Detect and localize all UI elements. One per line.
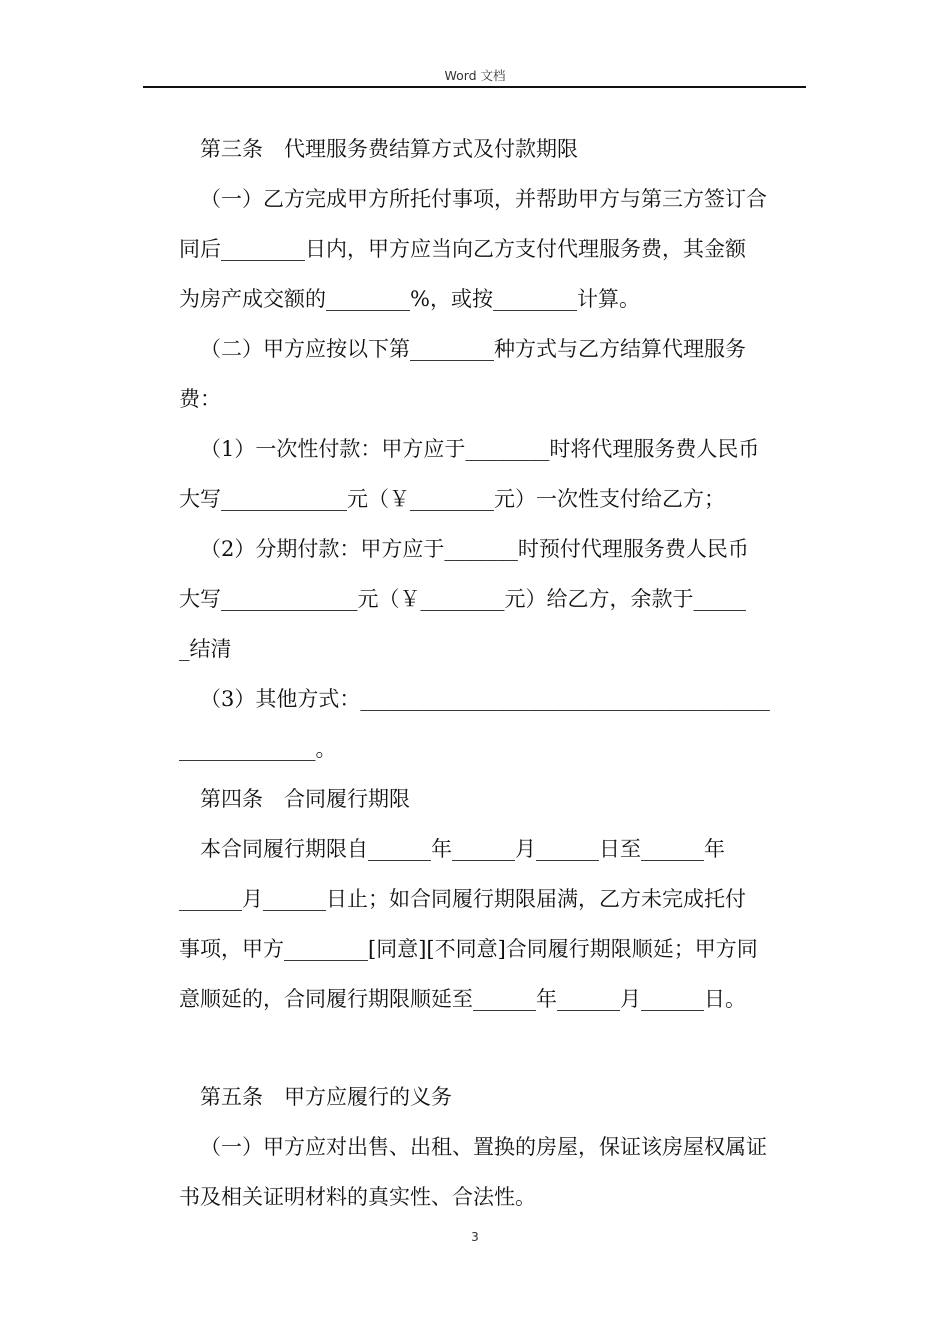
paragraph-line: 本合同履行期限自______年______月______日至______年 <box>200 837 725 861</box>
header-divider <box>143 86 806 88</box>
paragraph-line: （2）分期付款：甲方应于_______时预付代理服务费人民币 <box>200 537 749 561</box>
paragraph-line: 书及相关证明材料的真实性、合法性。 <box>179 1185 536 1209</box>
paragraph-line: 意顺延的，合同履行期限顺延至______年______月______日。 <box>179 987 746 1011</box>
paragraph-line: （1）一次性付款：甲方应于________时将代理服务费人民币 <box>200 437 760 461</box>
paragraph-line: ______月______日止；如合同履行期限届满，乙方未完成托付 <box>179 887 746 911</box>
page-number: 3 <box>471 1230 479 1244</box>
paragraph-line: _____________。 <box>179 737 337 761</box>
paragraph-line: 同后________日内，甲方应当向乙方支付代理服务费，其金额 <box>179 237 746 261</box>
paragraph-line: _结清 <box>179 637 232 661</box>
paragraph-line: （3）其他方式：_______________________________________ <box>200 687 770 711</box>
article-5-heading: 第五条 甲方应履行的义务 <box>200 1085 452 1109</box>
paragraph-line: （二）甲方应按以下第________种方式与乙方结算代理服务 <box>200 337 746 361</box>
paragraph-line: 大写_____________元（￥________元）给乙方，余款于_____ <box>179 587 746 611</box>
article-3-heading: 第三条 代理服务费结算方式及付款期限 <box>200 137 578 161</box>
paragraph-line: （一）乙方完成甲方所托付事项，并帮助甲方与第三方签订合 <box>200 187 767 211</box>
paragraph-line: 大写____________元（￥________元）一次性支付给乙方； <box>179 487 725 511</box>
paragraph-line: 为房产成交额的________%，或按________计算。 <box>179 287 640 311</box>
article-4-heading: 第四条 合同履行期限 <box>200 787 410 811</box>
page-header: Word 文档 <box>444 68 506 83</box>
paragraph-line: 事项，甲方________[同意][不同意]合同履行期限顺延；甲方同 <box>179 937 758 961</box>
paragraph-line: （一）甲方应对出售、出租、置换的房屋，保证该房屋权属证 <box>200 1135 767 1159</box>
paragraph-line: 费： <box>179 387 221 411</box>
